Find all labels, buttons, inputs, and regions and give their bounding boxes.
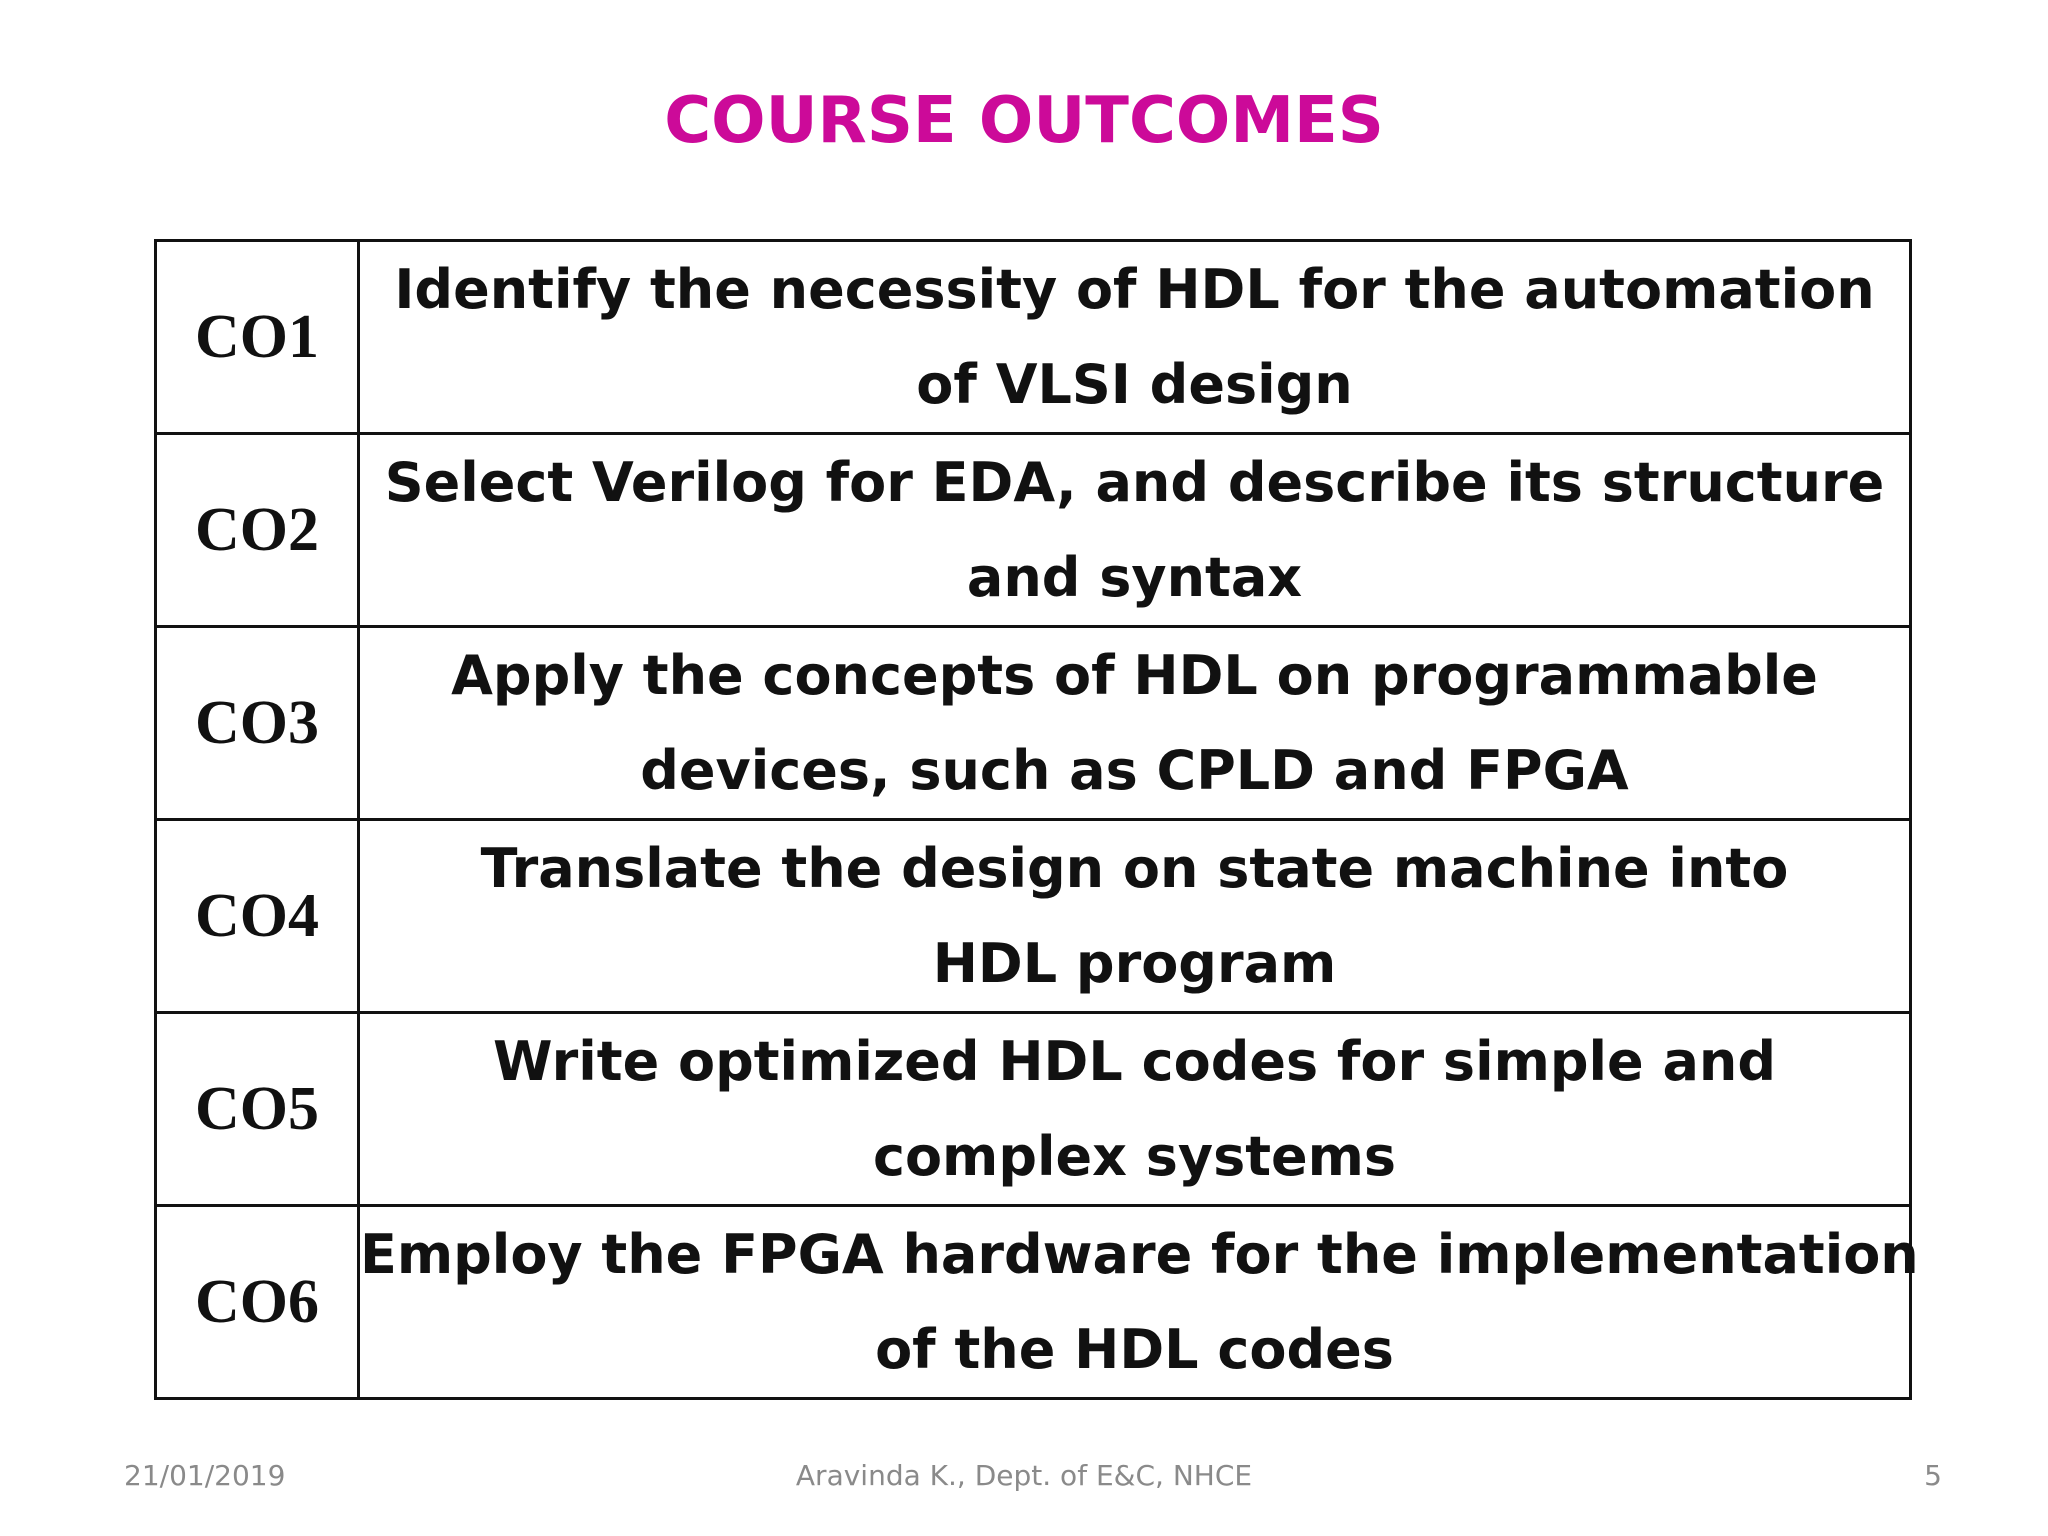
outcome-description: [359, 820, 1911, 1013]
table-row: [156, 820, 1911, 1013]
outcome-code: CO4: [156, 820, 359, 1013]
outcome-description: [359, 1206, 1919, 1399]
outcome-description-line: Write optimized HDL codes for simple and: [493, 1030, 1776, 1093]
outcome-description-line: Identify the necessity of HDL for the automation: [394, 258, 1875, 321]
table-row: [156, 627, 1911, 820]
outcome-description: [359, 627, 1911, 820]
outcome-description: [359, 434, 1911, 627]
outcome-code: CO6: [156, 1206, 359, 1399]
outcome-description-line: Apply the concepts of HDL on programmable: [451, 644, 1818, 707]
outcome-description-line: complex systems: [872, 1125, 1397, 1188]
page-number: 5: [1924, 1459, 1942, 1492]
outcome-code: CO1: [156, 241, 359, 434]
slide-title: COURSE OUTCOMES: [664, 84, 1384, 158]
outcome-description-line: of VLSI design: [916, 353, 1353, 416]
table-row: [156, 1206, 1911, 1399]
outcome-code: CO3: [156, 627, 359, 820]
table-row: [156, 241, 1911, 434]
outcome-description-line: and syntax: [966, 546, 1303, 609]
outcome-description-line: Translate the design on state machine into: [480, 837, 1789, 900]
table-row: [156, 1013, 1911, 1206]
table-row: [156, 434, 1911, 627]
footer-date: 21/01/2019: [124, 1459, 286, 1492]
outcome-description-line: HDL program: [932, 932, 1337, 995]
footer-author: Aravinda K., Dept. of E&C, NHCE: [795, 1459, 1253, 1492]
outcome-description: [359, 241, 1911, 434]
outcome-code: CO2: [156, 434, 359, 627]
course-outcomes-table: [154, 239, 1919, 1400]
outcome-code: CO5: [156, 1013, 359, 1206]
outcome-description-line: Employ the FPGA hardware for the implementation: [360, 1223, 1919, 1286]
outcome-description-line: devices, such as CPLD and FPGA: [640, 739, 1629, 802]
outcome-description-line: Select Verilog for EDA, and describe its structure: [384, 451, 1885, 514]
outcome-description-line: of the HDL codes: [875, 1318, 1394, 1381]
outcome-description: [359, 1013, 1911, 1206]
